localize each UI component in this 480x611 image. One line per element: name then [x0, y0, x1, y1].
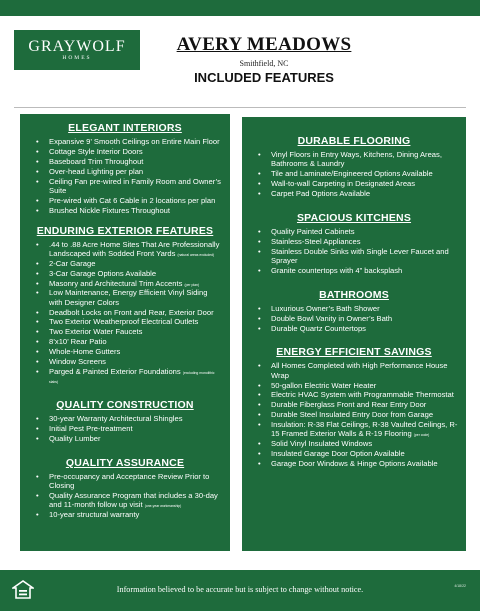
list-item: • Low Maintenance, Energy Efficient Vinyl Siding with Designer Colors — [36, 288, 222, 307]
list-item: • Durable Steel Insulated Entry Door from Garage — [258, 410, 458, 419]
list-item: • Luxurious Owner’s Bath Shower — [258, 304, 458, 313]
list-item-text: Masonry and Architectural Trim Accents — [49, 278, 183, 288]
community-location: Smithfield, NC — [239, 59, 289, 68]
header-divider — [14, 107, 466, 108]
spacious-kitchens-list — [258, 227, 458, 275]
list-item: • Double Bowl Vanity in Owner’s Bath — [258, 314, 458, 323]
footer-disclaimer: Information believed to be accurate but is subject to change without notice. — [116, 585, 364, 594]
section-title-exterior-features: ENDURING EXTERIOR FEATURES — [36, 224, 214, 237]
list-item — [36, 279, 222, 288]
section-title-bathrooms: BATHROOMS — [319, 288, 389, 301]
elegant-interiors-list — [36, 137, 222, 215]
section-title-elegant-interiors: ELEGANT INTERIORS — [68, 122, 182, 134]
list-item — [36, 367, 222, 386]
logo-tagline: HOMES — [62, 55, 92, 61]
list-item: • Two Exterior Water Faucets — [36, 327, 222, 336]
section-title-spacious-kitchens: SPACIOUS KITCHENS — [296, 211, 412, 224]
list-item: • 2-Car Garage — [36, 259, 222, 268]
bathrooms-list — [258, 304, 458, 333]
list-item: • Granite countertops with 4” backsplash — [258, 266, 458, 275]
list-item-text: Quality Assurance Program that includes a 30-day and 11-month follow up visit — [49, 490, 218, 510]
list-item-text: Insulation: R-38 Flat Ceilings, R-38 Vaulted Ceilings, R-15 Framed Exterior Walls & R-19 Flooring — [271, 420, 458, 439]
list-item: • Carpet Pad Options Available — [258, 189, 458, 198]
list-item: • Brushed Nickle Fixtures Throughout — [36, 206, 222, 215]
section-title-quality-assurance: QUALITY ASSURANCE — [65, 456, 185, 469]
list-item: • Electric HVAC System with Programmable Thermostat — [258, 390, 458, 399]
left-features-panel — [20, 114, 230, 551]
list-item: • All Homes Completed with High Performance House Wrap — [258, 361, 458, 380]
list-item: • Insulated Garage Door Option Available — [258, 449, 458, 458]
list-item-note: (per code) — [413, 433, 430, 438]
list-item: • Durable Fiberglass Front and Rear Entry Door — [258, 400, 458, 409]
right-features-panel — [242, 117, 466, 551]
quality-construction-list — [36, 414, 222, 443]
list-item: • Quality Painted Cabinets — [258, 227, 458, 236]
page-subtitle: INCLUDED FEATURES — [194, 70, 334, 85]
list-item: • Deadbolt Locks on Front and Rear, Exterior Door — [36, 308, 222, 317]
list-item: • Solid Vinyl Insulated Windows — [258, 439, 458, 448]
list-item: • Quality Lumber — [36, 434, 222, 443]
list-item: • Baseboard Trim Throughout — [36, 157, 222, 166]
list-item: • Garage Door Windows & Hinge Options Available — [258, 459, 458, 468]
list-item: • 10-year structural warranty — [36, 510, 222, 519]
footer-bar — [0, 570, 480, 611]
list-item — [36, 240, 222, 259]
list-item-note: (per plan) — [184, 282, 200, 287]
list-item: • Window Screens — [36, 357, 222, 366]
energy-savings-list — [258, 361, 458, 468]
list-item: • Tile and Laminate/Engineered Options Available — [258, 169, 458, 178]
list-item-text: .44 to .88 Acre Home Sites That Are Professionally Landscaped with Sodded Front Yards — [49, 239, 220, 258]
list-item: • Ceiling Fan pre-wired in Family Room and Owner’s Suite — [36, 177, 222, 196]
list-item: • Vinyl Floors in Entry Ways, Kitchens, Dining Areas, Bathrooms & Laundry — [258, 150, 458, 169]
list-item: • 50-gallon Electric Water Heater — [258, 381, 458, 390]
section-title-durable-flooring: DURABLE FLOORING — [297, 135, 411, 147]
logo-wordmark: GRAYWOLF — [28, 38, 126, 55]
list-item: • 8’x10’ Rear Patio — [36, 337, 222, 346]
list-item — [36, 491, 222, 510]
list-item: • Expansive 9’ Smooth Ceilings on Entire Main Floor — [36, 137, 222, 146]
list-item-text: Parged & Painted Exterior Foundations — [49, 366, 181, 376]
list-item-note: (excluding monolithic slabs) — [49, 370, 215, 385]
list-item: • 3-Car Garage Options Available — [36, 269, 222, 278]
exterior-features-list — [36, 240, 222, 386]
list-item: • Initial Pest Pre-treatment — [36, 424, 222, 433]
list-item: • Stainless Double Sinks with Single Lever Faucet and Sprayer — [258, 247, 458, 266]
list-item-note: (natural areas excluded) — [177, 252, 215, 257]
durable-flooring-list — [258, 150, 458, 198]
list-item: • 30-year Warranty Architectural Shingles — [36, 414, 222, 423]
graywolf-logo — [14, 30, 140, 70]
list-item: • Pre-wired with Cat 6 Cable in 2 locations per plan — [36, 196, 222, 205]
list-item: • Pre-occupancy and Acceptance Review Prior to Closing — [36, 472, 222, 491]
community-title: AVERY MEADOWS — [176, 34, 352, 55]
list-item — [258, 420, 458, 439]
list-item: • Over-head Lighting per plan — [36, 167, 222, 176]
quality-assurance-list — [36, 472, 222, 520]
list-item-note: (one-year workmanship) — [144, 504, 182, 509]
section-title-energy-savings: ENERGY EFFICIENT SAVINGS — [276, 346, 432, 359]
list-item: • Whole-Home Gutters — [36, 347, 222, 356]
list-item: • Wall-to-wall Carpeting in Designated Areas — [258, 179, 458, 188]
list-item: • Cottage Style Interior Doors — [36, 147, 222, 156]
list-item: • Two Exterior Weatherproof Electrical Outlets — [36, 317, 222, 326]
list-item: • Stainless-Steel Appliances — [258, 237, 458, 246]
footer-revision-code: 4/18/22 — [454, 584, 466, 588]
list-item: • Durable Quartz Countertops — [258, 324, 458, 333]
section-title-quality-construction: QUALITY CONSTRUCTION — [56, 399, 194, 412]
top-color-bar — [0, 0, 480, 16]
